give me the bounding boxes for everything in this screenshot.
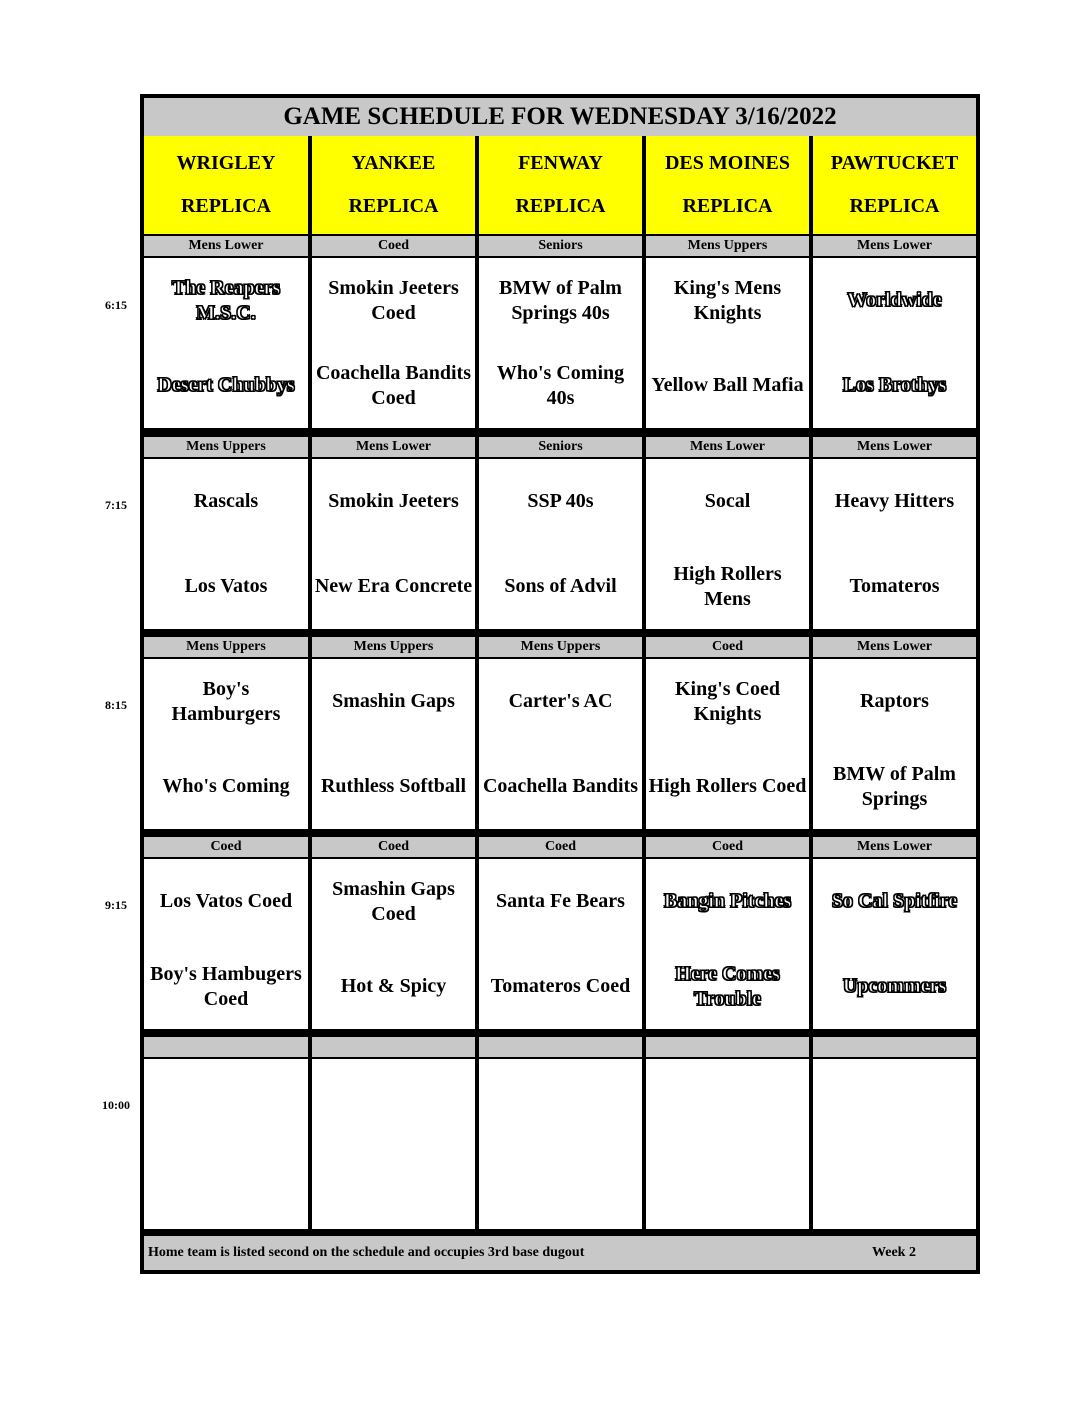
home-team: Here Comes Trouble — [675, 962, 780, 1010]
home-team: Los Brothys — [842, 374, 947, 396]
visiting-team: King's Mens Knights — [673, 276, 782, 324]
home-team: Desert Chubbys — [157, 374, 295, 396]
division-label: Mens Lower — [813, 437, 976, 457]
home-team: Yellow Ball Mafia — [651, 374, 804, 396]
visiting-team: Worldwide — [847, 289, 942, 311]
game-cell — [813, 258, 976, 428]
game-cell — [312, 459, 475, 629]
division-label: Mens Uppers — [312, 637, 475, 657]
division-label: Mens Uppers — [646, 236, 809, 256]
home-team — [479, 1144, 642, 1229]
time-slot-label: 9:15 — [105, 898, 127, 912]
field-sub: REPLICA — [348, 195, 439, 217]
division-label: Coed — [479, 837, 642, 857]
visiting-team: The Reapers M.S.C. — [171, 276, 281, 324]
game-cell — [144, 859, 308, 1029]
home-team: Sons of Advil — [504, 575, 617, 597]
home-team: BMW of Palm Springs — [833, 762, 956, 810]
game-cell — [646, 459, 809, 629]
home-team — [144, 1144, 308, 1229]
field-name: YANKEE — [351, 152, 436, 174]
field-header-yankee — [312, 136, 475, 234]
page-title: GAME SCHEDULE FOR WEDNESDAY 3/16/2022 — [144, 98, 976, 136]
visiting-team: Carter's AC — [508, 690, 613, 712]
division-label: Coed — [144, 837, 308, 857]
home-team: Boy's Hambugers Coed — [150, 962, 302, 1010]
home-team: Who's Coming 40s — [496, 361, 625, 409]
field-header-fenway — [479, 136, 642, 234]
game-cell — [144, 1059, 308, 1229]
home-team: Coachella Bandits — [482, 775, 639, 797]
schedule-sheet — [140, 94, 980, 1274]
home-team: New Era Concrete — [314, 575, 473, 597]
game-cell — [144, 659, 308, 829]
field-sub: REPLICA — [849, 195, 940, 217]
game-cell — [479, 459, 642, 629]
home-team — [312, 1144, 475, 1229]
home-team: Coachella Bandits Coed — [315, 361, 472, 409]
home-team: Tomateros Coed — [490, 975, 631, 997]
division-label: Mens Uppers — [144, 437, 308, 457]
visiting-team: BMW of Palm Springs 40s — [499, 276, 622, 324]
visiting-team — [144, 1059, 308, 1144]
visiting-team: Heavy Hitters — [834, 490, 955, 512]
home-team: Who's Coming — [162, 775, 290, 797]
division-label: Seniors — [479, 437, 642, 457]
game-cell — [646, 859, 809, 1029]
time-slot-label: 8:15 — [105, 698, 127, 712]
field-sub: REPLICA — [515, 195, 606, 217]
game-cell — [813, 659, 976, 829]
division-label: Coed — [646, 637, 809, 657]
division-label: Mens Uppers — [479, 637, 642, 657]
visiting-team: King's Coed Knights — [674, 677, 781, 725]
visiting-team: Los Vatos Coed — [159, 890, 293, 912]
game-cell — [144, 258, 308, 428]
game-cell — [646, 1059, 809, 1229]
division-label: Mens Lower — [144, 236, 308, 256]
home-team: Hot & Spicy — [340, 975, 447, 997]
visiting-team — [646, 1059, 809, 1144]
game-cell — [144, 459, 308, 629]
division-label: Mens Lower — [646, 437, 809, 457]
visiting-team: Smokin Jeeters — [328, 490, 459, 512]
visiting-team: So Cal Spitfire — [831, 890, 958, 912]
game-cell — [813, 1059, 976, 1229]
visiting-team: Bangin Pitches — [663, 890, 792, 912]
division-label — [646, 1037, 809, 1057]
division-label: Mens Lower — [813, 637, 976, 657]
week-label: Week 2 — [872, 1245, 916, 1260]
visiting-team — [479, 1059, 642, 1144]
home-team: Upcommers — [842, 975, 947, 997]
footer-bar — [144, 1236, 976, 1270]
field-name: DES MOINES — [664, 152, 791, 174]
game-cell — [312, 258, 475, 428]
division-label: Seniors — [479, 236, 642, 256]
visiting-team: Smashin Gaps — [332, 690, 455, 712]
game-cell — [312, 1059, 475, 1229]
game-cell — [646, 659, 809, 829]
visiting-team: Rascals — [193, 490, 259, 512]
visiting-team — [312, 1059, 475, 1144]
visiting-team: Santa Fe Bears — [496, 890, 625, 912]
division-label: Coed — [646, 837, 809, 857]
game-cell — [312, 659, 475, 829]
home-team: Tomateros — [849, 575, 940, 597]
home-team: High Rollers Mens — [673, 562, 782, 610]
visiting-team: Smokin Jeeters Coed — [328, 276, 459, 324]
home-team — [646, 1144, 809, 1229]
field-name: FENWAY — [518, 152, 603, 174]
division-label — [813, 1037, 976, 1057]
game-cell — [312, 859, 475, 1029]
home-team — [813, 1144, 976, 1229]
division-label — [479, 1037, 642, 1057]
time-slot-label: 7:15 — [105, 498, 127, 512]
division-label — [312, 1037, 475, 1057]
visiting-team: SSP 40s — [527, 490, 594, 512]
home-team: Ruthless Softball — [320, 775, 467, 797]
division-label: Coed — [312, 236, 475, 256]
game-cell — [813, 859, 976, 1029]
division-label: Mens Lower — [312, 437, 475, 457]
visiting-team: Smashin Gaps Coed — [332, 877, 455, 925]
field-header-wrigley — [144, 136, 308, 234]
game-cell — [646, 258, 809, 428]
game-cell — [479, 1059, 642, 1229]
home-team: Los Vatos — [184, 575, 268, 597]
time-slot-label: 6:15 — [105, 298, 127, 312]
division-label: Mens Uppers — [144, 637, 308, 657]
field-header-pawtucket — [813, 136, 976, 234]
field-sub: REPLICA — [682, 195, 773, 217]
division-label — [144, 1037, 308, 1057]
game-cell — [813, 459, 976, 629]
home-team: High Rollers Coed — [648, 775, 807, 797]
game-cell — [479, 859, 642, 1029]
visiting-team: Raptors — [860, 690, 929, 712]
visiting-team: Boy's Hamburgers — [171, 677, 281, 725]
time-slot-label: 10:00 — [102, 1098, 130, 1112]
division-label: Mens Lower — [813, 837, 976, 857]
division-label: Mens Lower — [813, 236, 976, 256]
game-cell — [479, 258, 642, 428]
division-label: Coed — [312, 837, 475, 857]
field-header-des-moines — [646, 136, 809, 234]
visiting-team — [813, 1059, 976, 1144]
footer-note: Home team is listed second on the schedule and occupies 3rd base dugout — [148, 1245, 585, 1260]
field-name: PAWTUCKET — [830, 152, 959, 174]
field-name: WRIGLEY — [176, 152, 276, 174]
field-sub: REPLICA — [180, 195, 271, 217]
game-cell — [479, 659, 642, 829]
visiting-team: Socal — [704, 490, 751, 512]
